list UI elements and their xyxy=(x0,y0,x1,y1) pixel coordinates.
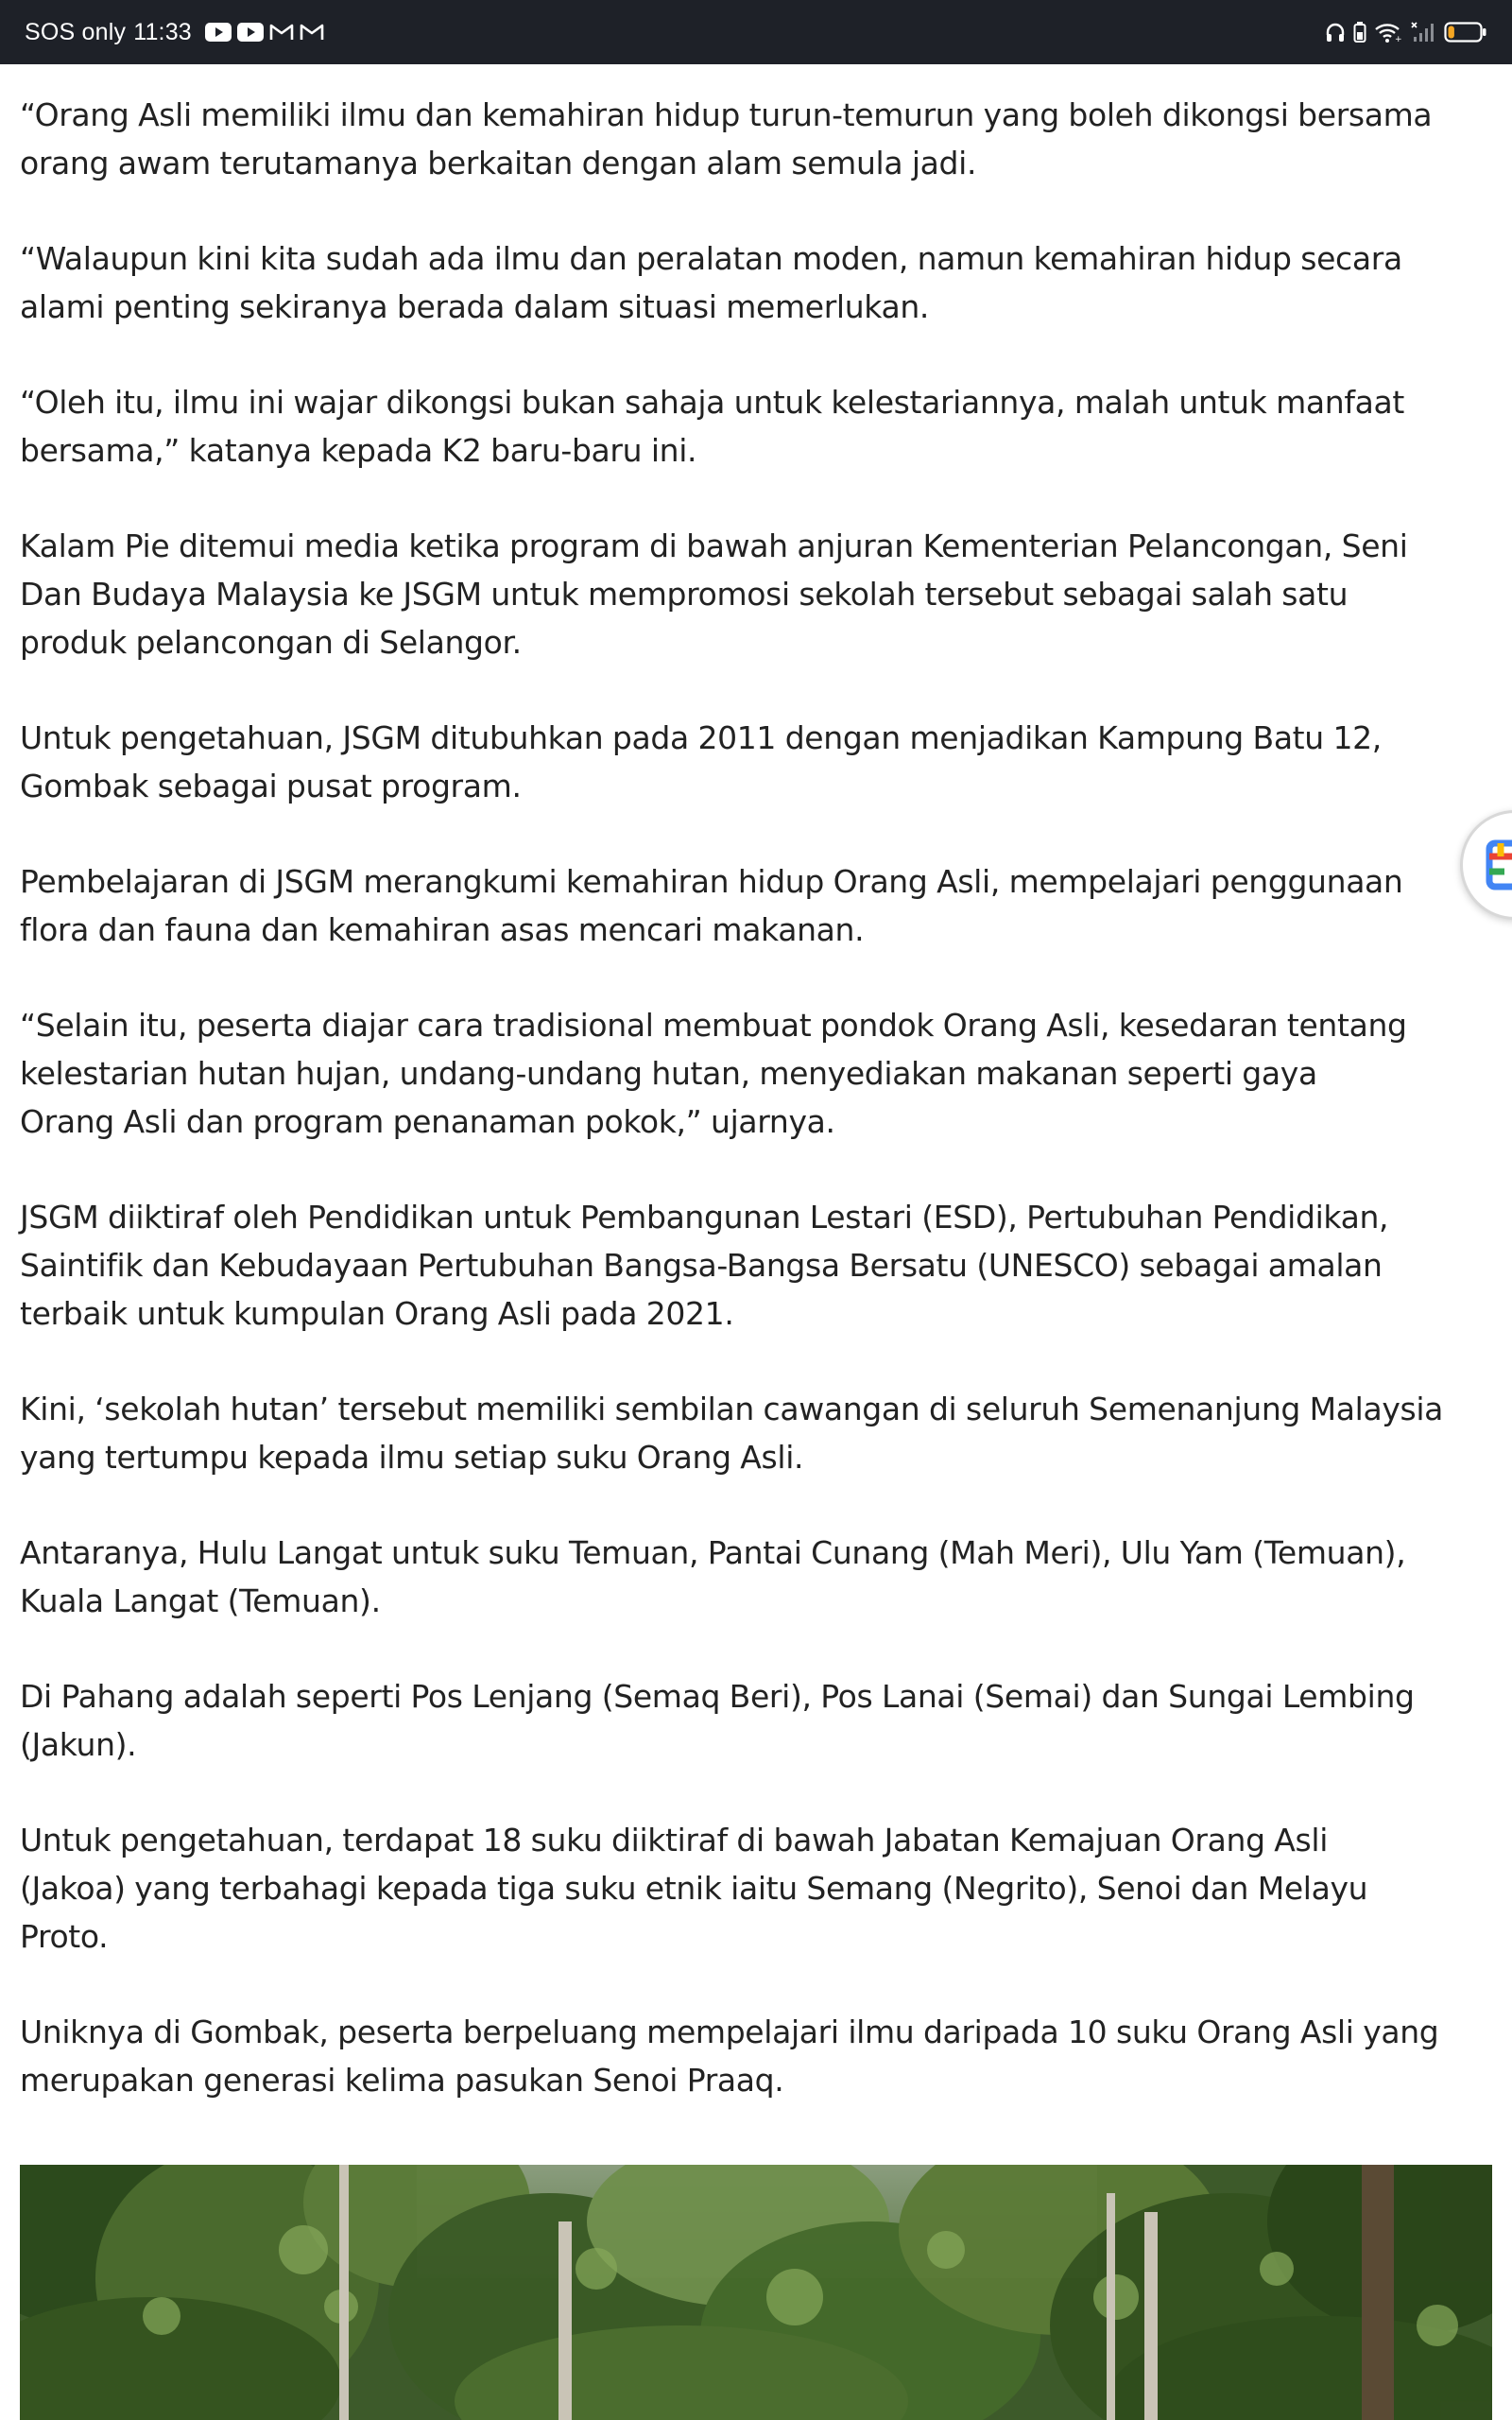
gmail-icon xyxy=(269,23,294,42)
gmail-icon xyxy=(300,23,324,42)
status-bar-left xyxy=(25,19,324,46)
notification-icons xyxy=(205,23,324,42)
article-paragraph: “Selain itu, peserta diajar cara tradisional membuat pondok Orang Asli, kesedaran tentang kelestarian hutan hujan, undang-undang hutan, menyediakan makanan seperti gaya Orang Asli dan program penanaman pokok,” ujarnya. xyxy=(20,1007,1407,1140)
signal-icon xyxy=(1410,21,1436,43)
wifi-icon xyxy=(1374,21,1402,43)
youtube-icon xyxy=(237,23,264,42)
forest-photo xyxy=(20,2165,1492,2420)
article-paragraph: “Orang Asli memiliki ilmu dan kemahiran hidup turun-temurun yang boleh dikongsi bersama orang awam terutamanya berkaitan dengan alam semula jadi. xyxy=(20,96,1433,182)
article-paragraph: Kalam Pie ditemui media ketika program di bawah anjuran Kementerian Pelancongan, Seni Dan Budaya Malaysia ke JSGM untuk mempromosi sekolah tersebut sebagai salah satu produk pelancongan di Selangor. xyxy=(20,527,1408,661)
article-paragraph: Antaranya, Hulu Langat untuk suku Temuan, Pantai Cunang (Mah Meri), Ulu Yam (Temuan), Kuala Langat (Temuan). xyxy=(20,1534,1406,1619)
status-bar-right xyxy=(1325,21,1487,43)
article-paragraph: “Walaupun kini kita sudah ada ilmu dan peralatan moden, namun kemahiran hidup secara alami penting sekiranya berada dalam situasi memerlukan. xyxy=(20,240,1402,325)
article-paragraph: “Oleh itu, ilmu ini wajar dikongsi bukan sahaja untuk kelestariannya, malah untuk manfaat bersama,” katanya kepada K2 baru-baru ini. xyxy=(20,384,1404,469)
battery-icon xyxy=(1444,21,1487,43)
article-paragraph: Untuk pengetahuan, terdapat 18 suku diiktiraf di bawah Jabatan Kemajuan Orang Asli (Jakoa) yang terbahagi kepada tiga suku etnik iaitu Semang (Negrito), Senoi dan Melayu Proto. xyxy=(20,1822,1368,1955)
headphones-icon xyxy=(1325,22,1346,43)
status-bar xyxy=(0,0,1512,64)
carrier-label: SOS only xyxy=(25,18,127,45)
article-paragraph: Untuk pengetahuan, JSGM ditubuhkan pada 2011 dengan menjadikan Kampung Batu 12, Gombak sebagai pusat program. xyxy=(20,719,1382,804)
svg-text:+: + xyxy=(1395,35,1402,43)
article-paragraph: Uniknya di Gombak, peserta berpeluang mempelajari ilmu daripada 10 suku Orang Asli yang merupakan generasi kelima pasukan Senoi Praaq. xyxy=(20,2014,1439,2099)
battery-saver-icon xyxy=(1353,21,1366,43)
article-paragraph: JSGM diiktiraf oleh Pendidikan untuk Pembangunan Lestari (ESD), Pertubuhan Pendidikan, Saintifik dan Kebudayaan Pertubuhan Bangsa-Bangsa Bersatu (UNESCO) sebagai amalan terbaik untuk kumpulan Orang Asli pada 2021. xyxy=(20,1199,1389,1332)
article-paragraph: Pembelajaran di JSGM merangkumi kemahiran hidup Orang Asli, mempelajari penggunaan flora dan fauna dan kemahiran asas mencari makanan. xyxy=(20,863,1403,948)
article-body xyxy=(20,91,1494,2152)
article-paragraph: Di Pahang adalah seperti Pos Lenjang (Semaq Beri), Pos Lanai (Semai) dan Sungai Lembing (Jakun). xyxy=(20,1678,1415,1763)
article-paragraph: Kini, ‘sekolah hutan’ tersebut memiliki sembilan cawangan di seluruh Semenanjung Malaysia yang tertumpu kepada ilmu setiap suku Orang Asli. xyxy=(20,1391,1444,1476)
youtube-icon xyxy=(205,23,232,42)
clock: 11:33 xyxy=(133,18,192,45)
